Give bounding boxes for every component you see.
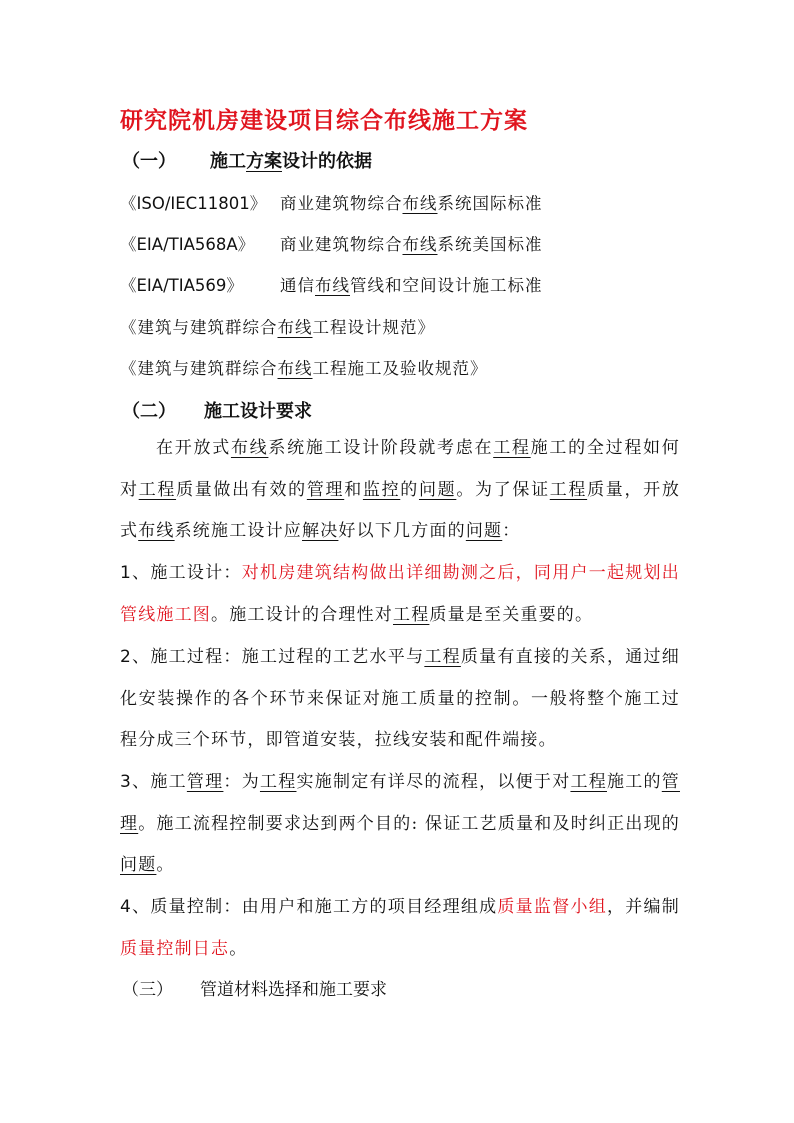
reference-text: 工程设计规范》 xyxy=(312,318,435,337)
section-2-heading xyxy=(122,397,312,423)
item-number: 2、 xyxy=(120,647,151,667)
text: ： xyxy=(502,521,521,541)
requirement-item-2 xyxy=(120,637,680,762)
reference-text: 商业建筑物综合 xyxy=(280,235,403,254)
reference-item xyxy=(120,314,435,338)
heading-underlined-text: 方案 xyxy=(246,151,282,172)
heading-text: 施工 xyxy=(210,151,246,172)
text: 的 xyxy=(400,479,419,500)
text: 系统施工设计应 xyxy=(174,521,303,541)
heading-text: 施工设计要求 xyxy=(204,401,312,422)
underlined-term: 工程 xyxy=(493,438,531,458)
text: 由用户和施工方的项目经理组成 xyxy=(241,897,498,917)
item-label: 质量控制： xyxy=(150,897,242,917)
text: 在开放式 xyxy=(156,438,231,458)
reference-text: 管线和空间设计施工标准 xyxy=(350,276,543,295)
reference-text: 系统美国标准 xyxy=(437,235,543,254)
section-1-heading xyxy=(122,147,372,173)
underlined-term: 管理 xyxy=(306,479,345,500)
reference-underlined: 布线 xyxy=(277,318,313,337)
item-number: 3、 xyxy=(120,772,151,792)
text: 实施制定有详尽的流程，以便于对 xyxy=(296,772,571,792)
section-2-number: （二） xyxy=(122,401,176,422)
requirement-item-3 xyxy=(120,762,680,887)
reference-underlined: 布线 xyxy=(277,359,313,378)
text: 和 xyxy=(344,479,363,500)
underlined-term: 工程 xyxy=(570,772,607,792)
underlined-term: 工程 xyxy=(424,647,461,667)
intro-paragraph xyxy=(120,428,680,553)
underlined-term: 解决 xyxy=(302,521,339,541)
underlined-term: 工程 xyxy=(138,479,177,500)
text: 。 xyxy=(229,938,248,959)
text: 质量有直接的关系，通过细化安装操作的各个环节来保证对施工质量的控制。一般将整个施工过程分成三个环节，即管道安装，拉线安装和配件端接。 xyxy=(120,647,680,750)
reference-code: 《EIA/TIA568A》 xyxy=(120,235,255,254)
text: 。施工设计的合理性对 xyxy=(211,604,393,625)
item-label: 施工 xyxy=(150,772,187,792)
text: 施工的全过程如何对 xyxy=(120,438,680,500)
text: 施工过程的工艺水平与 xyxy=(241,647,425,667)
section-1-number: （一） xyxy=(122,151,176,172)
item-label: 施工过程： xyxy=(150,647,242,667)
highlighted-text: 质量控制日志 xyxy=(120,938,230,959)
reference-item xyxy=(120,231,543,255)
text: 。施工流程控制要求达到两个目的: 保证工艺质量和及时纠正出现的 xyxy=(138,813,680,834)
underlined-term: 监控 xyxy=(362,479,401,500)
highlighted-text: 质量监督小组 xyxy=(497,897,607,917)
requirement-item-1 xyxy=(120,553,680,636)
reference-item xyxy=(120,355,488,379)
section-3-number: （三） xyxy=(122,980,173,1000)
underlined-term: 工程 xyxy=(549,479,588,500)
underlined-term: 工程 xyxy=(393,604,430,625)
heading-text: 管道材料选择和施工要求 xyxy=(200,980,387,1000)
underlined-term: 工程 xyxy=(259,772,297,792)
reference-underlined: 布线 xyxy=(402,235,438,254)
section-3-heading xyxy=(122,975,387,1000)
document-title: 研究院机房建设项目综合布线施工方案 xyxy=(120,107,528,134)
underlined-term: 问题 xyxy=(418,479,457,500)
underlined-term: 管理 xyxy=(186,772,224,792)
requirement-item-4 xyxy=(120,887,680,970)
reference-item xyxy=(120,272,543,296)
reference-text: 《建筑与建筑群综合 xyxy=(120,318,278,337)
highlighted-text: 对机房建筑结构做出详细勘测之后，同用户一起规划出管线施工图 xyxy=(120,563,680,625)
text: 系统施工设计阶段就考虑在 xyxy=(268,438,494,458)
reference-item xyxy=(120,190,543,214)
text: 质量做出有效的 xyxy=(176,479,307,500)
underlined-term: 问题 xyxy=(120,855,157,875)
reference-text: 通信 xyxy=(280,276,315,295)
underlined-term: 布线 xyxy=(230,438,269,458)
text: 。 xyxy=(156,855,175,875)
text: 为 xyxy=(241,772,260,792)
reference-underlined: 布线 xyxy=(402,194,438,213)
heading-text: 设计的依据 xyxy=(282,151,372,172)
reference-underlined: 布线 xyxy=(315,276,350,295)
item-label: ： xyxy=(223,772,242,792)
text: 质量是至关重要的。 xyxy=(429,604,594,625)
reference-text: 工程施工及验收规范》 xyxy=(312,359,488,378)
reference-text: 系统国际标准 xyxy=(437,194,543,213)
text: 。为了保证 xyxy=(456,479,550,500)
item-number: 4、 xyxy=(120,897,151,917)
underlined-term: 布线 xyxy=(138,521,175,541)
text: 质量，开放式 xyxy=(120,479,681,541)
reference-code: 《ISO/IEC11801》 xyxy=(120,194,267,213)
text: ，并编制 xyxy=(607,897,680,917)
text: 好以下几方面的 xyxy=(338,521,466,541)
reference-text: 商业建筑物综合 xyxy=(280,194,403,213)
text: 施工的 xyxy=(606,772,662,792)
underlined-term: 管理 xyxy=(120,772,680,834)
reference-code: 《EIA/TIA569》 xyxy=(120,276,243,295)
underlined-term: 问题 xyxy=(465,521,503,541)
reference-text: 《建筑与建筑群综合 xyxy=(120,359,278,378)
item-number: 1、 xyxy=(120,563,151,583)
item-label: 施工设计： xyxy=(150,563,242,583)
